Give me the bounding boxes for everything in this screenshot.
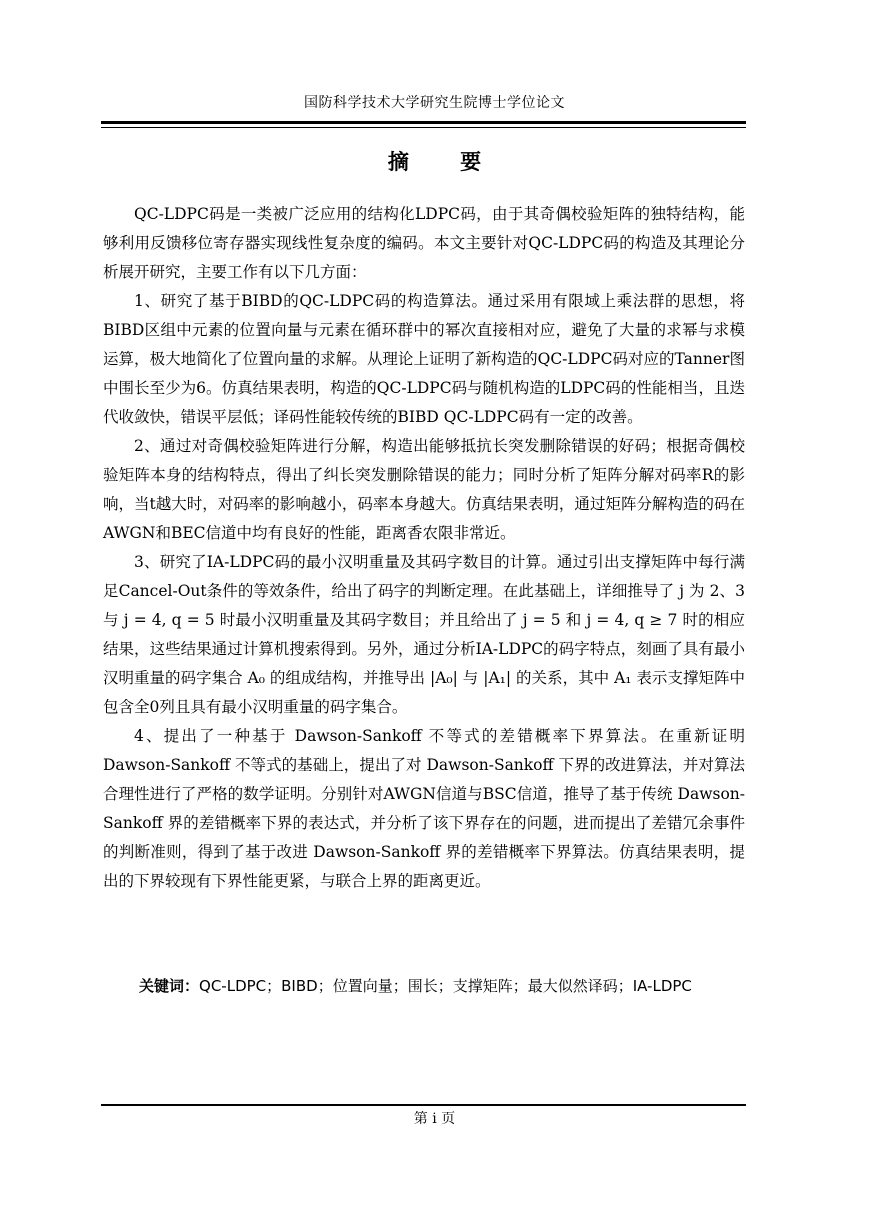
running-header: 国防科学技术大学研究生院博士学位论文 <box>304 95 565 111</box>
header-rule-thin <box>101 127 746 128</box>
keywords-text: QC-LDPC；BIBD；位置向量；围长；支撑矩阵；最大似然译码；IA-LDPC <box>199 977 692 995</box>
page-number: 第 i 页 <box>413 1111 456 1127</box>
keywords-line <box>139 975 759 996</box>
contribution-3-paragraph: 3、研究了IA-LDPC码的最小汉明重量及其码字数目的计算。通过引出支撑矩阵中每行满足Cancel-Out条件的等效条件，给出了码字的判断定理。在此基础上，详细推导了 j 为 2、3 与 j = 4, q = 5 时最小汉明重量及其码字数目；并且给出了 j = 5 和 j = 4, q ≥ 7 时的相应结果，这些结果通过计算机搜索得到。另外，通过分析IA-LDPC的码字特点，刻画了具有最小汉明重量的码字集合 A₀ 的组成结构，并推导出 |A₀| 与 |A₁| 的关系，其中 A₁ 表示支撑矩阵中包含全0列且具有最小汉明重量的码字集合。 <box>103 553 745 716</box>
abstract-body <box>103 200 745 896</box>
keywords-label: 关键词： <box>139 977 200 995</box>
contribution-2-paragraph: 2、通过对奇偶校验矩阵进行分解，构造出能够抵抗长突发删除错误的好码；根据奇偶校验矩阵本身的结构特点，得出了纠长突发删除错误的能力；同时分析了矩阵分解对码率R的影响，当t越大时，对码率的影响越小，码率本身越大。仿真结果表明，通过矩阵分解构造的码在AWGN和BEC信道中均有良好的性能，距离香农限非常近。 <box>103 437 745 542</box>
footer-rule <box>101 1104 746 1106</box>
contribution-1-paragraph: 1、研究了基于BIBD的QC-LDPC码的构造算法。通过采用有限域上乘法群的思想，将BIBD区组中元素的位置向量与元素在循环群中的幂次直接相对应，避免了大量的求幂与求模运算，极大地简化了位置向量的求解。从理论上证明了新构造的QC-LDPC码对应的Tanner图中围长至少为6。仿真结果表明，构造的QC-LDPC码与随机构造的LDPC码的性能相当，且迭代收敛快，错误平层低；译码性能较传统的BIBD QC-LDPC码有一定的改善。 <box>103 292 745 426</box>
abstract-heading: 摘 要 <box>387 150 504 174</box>
intro-paragraph: QC-LDPC码是一类被广泛应用的结构化LDPC码，由于其奇偶校验矩阵的独特结构，能够利用反馈移位寄存器实现线性复杂度的编码。本文主要针对QC-LDPC码的构造及其理论分析展开研究，主要工作有以下几方面： <box>103 205 745 281</box>
contribution-4-paragraph: 4、提出了一种基于 Dawson-Sankoff 不等式的差错概率下界算法。在重新证明 Dawson-Sankoff 不等式的基础上，提出了对 Dawson-Sankoff 下界的改进算法，并对算法合理性进行了严格的数学证明。分别针对AWGN信道与BSC信道，推导了基于传统 Dawson-Sankoff 界的差错概率下界的表达式，并分析了该下界存在的问题，进而提出了差错冗余事件的判断准则，得到了基于改进 Dawson-Sankoff 界的差错概率下界算法。仿真结果表明，提出的下界较现有下界性能更紧，与联合上界的距离更近。 <box>103 727 745 890</box>
header-rule-thick <box>101 121 746 124</box>
